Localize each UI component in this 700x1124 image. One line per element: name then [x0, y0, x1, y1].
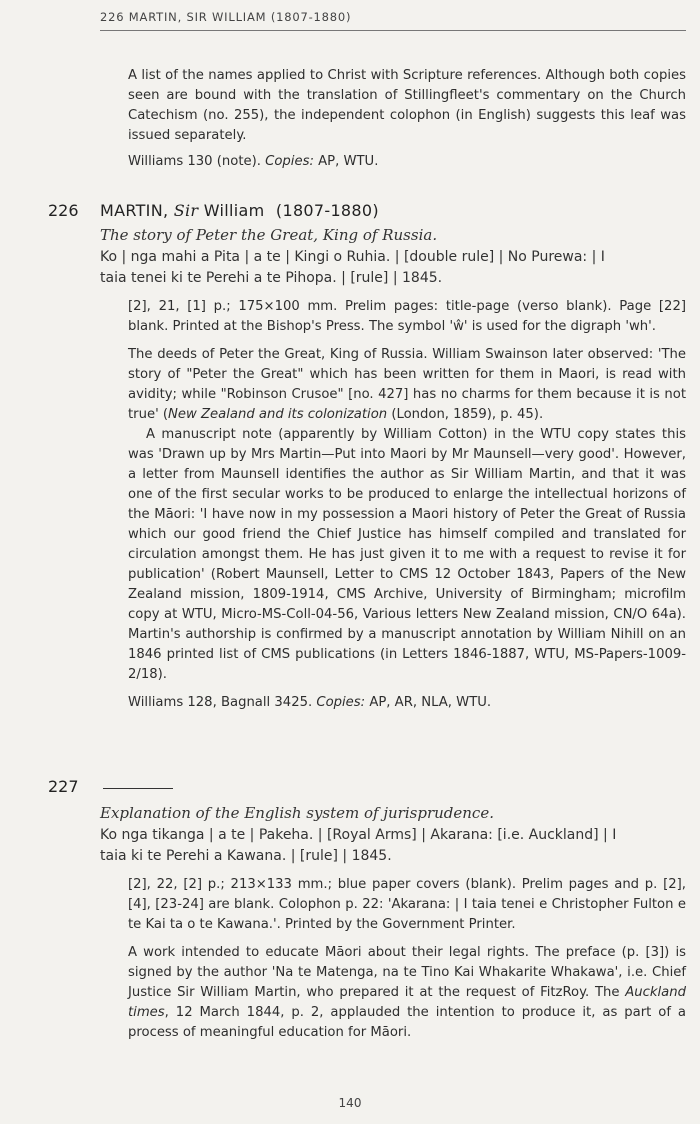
author-title: Sir	[173, 201, 199, 220]
author-name: William	[203, 201, 265, 220]
entry-226-refs-prefix: Williams 128, Bagnall 3425.	[128, 695, 313, 710]
prev-entry-refs	[128, 152, 686, 172]
prev-entry-note-block	[128, 66, 686, 172]
entry-227-title: Explanation of the English system of jurisprudence.	[100, 804, 494, 822]
prev-entry-copies-label: Copies:	[265, 154, 314, 169]
entry-226-note-1-end: (London, 1859), p. 45).	[387, 407, 544, 422]
entry-226-note-2: A manuscript note (apparently by William Cotton) in the WTU copy states this was 'Drawn up by Mrs Martin—Put into Maori by Mr Maunsell—very good'. However, a letter from Maunsell identifies the author as Sir William Martin, and that it was one of the first secular works to be produced to enlarge the intellectual horizons of the Māori: 'I have now in my possession a Maori history of Peter the Great of Russia which our good friend the Chief Justice has himself compiled and translated for circulation amongst them. He has just given it to me with a request to revise it for publication' (Robert Maunsell, Letter to CMS 12 October 1843, Papers of the New Zealand mission, 1809-1914, CMS Archive, University of Birmingham; microfilm copy at WTU, Micro-MS-Coll-04-56, Various letters New Zealand mission, CN/O 64a). Martin's authorship is confirmed by a manuscript annotation by William Nihill on an 1846 printed list of CMS publications (in Letters 1846-1887, WTU, MS-Papers-1009-2/18).	[128, 427, 686, 682]
entry-227-transcription-line2: taia ki te Perehi a Kawana. | [rule] | 1845.	[100, 848, 392, 864]
entry-226-transcription-line2: taia tenei ki te Perehi a te Pihopa. | [rule] | 1845.	[100, 270, 443, 286]
entry-227-note-a: A work intended to educate Māori about their legal rights. The preface (p. [3]) is signed by the author 'Na te Matenga, na te Tino Kai Whakarite Whakawa', i.e. Chief Justice Sir William Martin, who prepared it at the request of FitzRoy. The	[128, 945, 686, 1000]
entry-227-body	[128, 875, 686, 1043]
entry-226-transcription-line1: Ko | nga mahi a Pita | a te | Kingi o Ruhia. | [double rule] | No Purewa: | I	[100, 249, 605, 265]
entry-226-heading	[100, 201, 379, 220]
entry-227-note	[128, 943, 686, 1043]
entry-226-title: The story of Peter the Great, King of Russia.	[100, 226, 438, 244]
entry-226-body	[128, 297, 686, 713]
entry-226-number: 226	[48, 201, 79, 220]
entry-226-note-1-italic: New Zealand and its colonization	[168, 407, 388, 422]
author-dates: (1807-1880)	[275, 201, 379, 220]
entry-226-note-1-text: The deeds of Peter the Great, King of Russia. William Swainson later observed: 'The story of "Peter the Great" which has been written for them in Maori, is read with avidity; while "Robinson Crusoe" [no. 427] has no charms for them because it is not true' (	[128, 347, 686, 422]
entry-226-note-1	[128, 345, 686, 425]
author-repeat-dash	[103, 788, 173, 789]
entry-227-note-italic: Auckland times	[128, 985, 686, 1020]
entry-226-copies-label: Copies:	[316, 695, 366, 710]
page-number: 140	[338, 1096, 362, 1110]
entry-226-collation: [2], 21, [1] p.; 175×100 mm. Prelim pages: title-page (verso blank). Page [22] blank. Printed at the Bishop's Press. The symbol 'ŵ' is used for the digraph 'wh'.	[128, 299, 686, 334]
entry-227-transcription-line1: Ko nga tikanga | a te | Pakeha. | [Royal Arms] | Akarana: [i.e. Auckland] | I	[100, 827, 617, 843]
prev-entry-copies: AP, WTU.	[318, 154, 379, 169]
running-head: 226 MARTIN, SIR WILLIAM (1807-1880)	[100, 10, 686, 31]
entry-227-transcription	[100, 825, 686, 867]
entry-226-transcription	[100, 247, 686, 289]
entry-226-copies: AP, AR, NLA, WTU.	[369, 695, 492, 710]
prev-entry-refs-prefix: Williams 130 (note).	[128, 154, 261, 169]
prev-entry-note: A list of the names applied to Christ with Scripture references. Although both copies seen are bound with the translation of Stillingfleet's commentary on the Church Catechism (no. 255), the independent colophon (in English) suggests this leaf was issued separately.	[128, 68, 686, 143]
entry-226-refs	[128, 693, 686, 713]
entry-227-collation: [2], 22, [2] p.; 213×133 mm.; blue paper covers (blank). Prelim pages and p. [2], [4], [23-24] are blank. Colophon p. 22: 'Akarana: | I taia tenei e Christopher Fulton e te Kai ta o te Kawana.'. Printed by the Government Printer.	[128, 877, 686, 932]
entry-227-number: 227	[48, 777, 79, 796]
author-surname: MARTIN,	[100, 201, 169, 220]
entry-227-note-b: , 12 March 1844, p. 2, applauded the intention to produce it, as part of a process of meaningful education for Māori.	[128, 1005, 686, 1040]
